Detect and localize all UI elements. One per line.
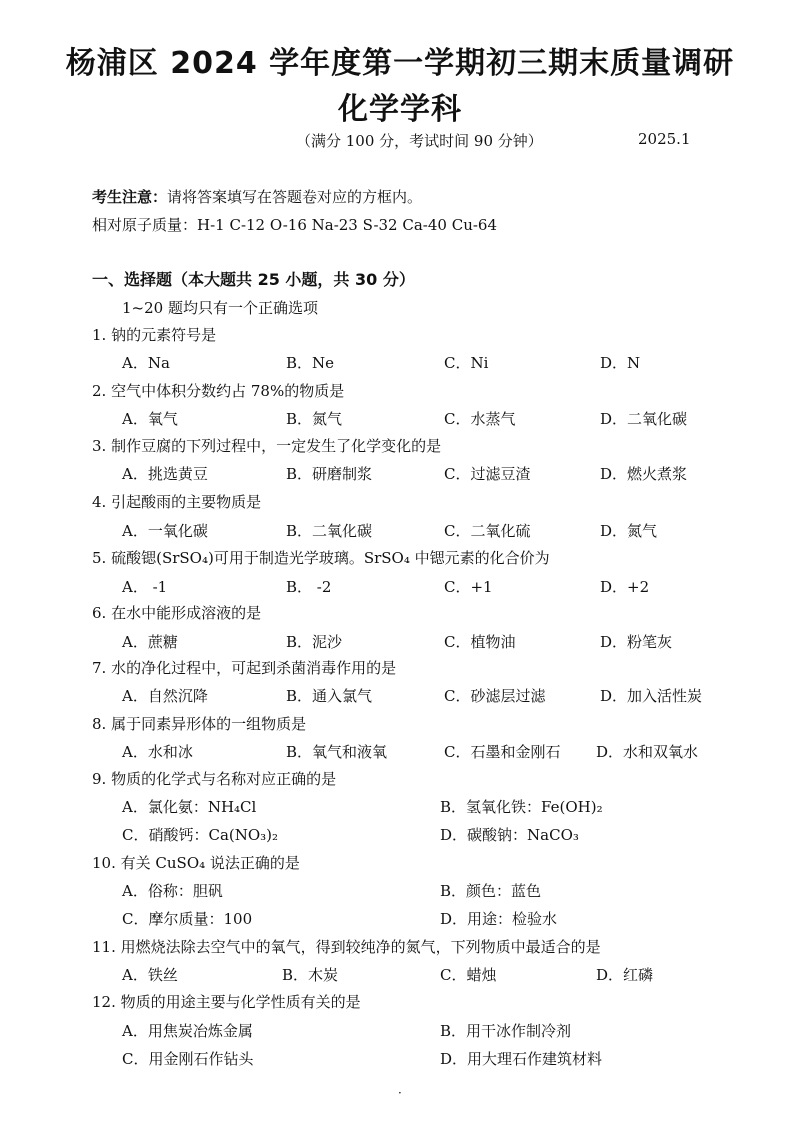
- option-b: B．二氧化碳: [286, 522, 373, 540]
- section-instruction: 1~20 题均只有一个正确选项: [122, 299, 318, 317]
- question-stem: [92, 713, 772, 734]
- option-row: [0, 631, 800, 653]
- exam-meta: [0, 130, 800, 154]
- question-number: 4.: [92, 493, 107, 511]
- option-d: D．用途：检验水: [440, 910, 558, 928]
- option-a: A．Na: [122, 354, 170, 372]
- question-number: 10.: [92, 854, 116, 872]
- option-c: C．二氧化硫: [444, 522, 531, 540]
- option-a: A．用焦炭冶炼金属: [122, 1022, 253, 1040]
- option-row: [0, 463, 800, 485]
- question-number: 1.: [92, 326, 107, 344]
- option-b: B．Ne: [286, 354, 335, 372]
- candidate-notice: [92, 186, 422, 207]
- question-stem: [92, 324, 772, 345]
- option-row: [0, 408, 800, 430]
- option-c: C．砂滤层过滤: [444, 687, 546, 705]
- option-c: C．Ni: [444, 354, 489, 372]
- option-row: [0, 576, 800, 598]
- question-stem: [92, 852, 772, 873]
- question-text: 属于同素异形体的一组物质是: [111, 715, 307, 733]
- option-b: B．木炭: [282, 966, 339, 984]
- option-b: B．氧气和液氧: [286, 743, 388, 761]
- option-d: D．N: [600, 354, 641, 372]
- option-b: B． -2: [286, 578, 332, 596]
- exam-title: 杨浦区 2024 学年度第一学期初三期末质量调研: [65, 46, 735, 81]
- option-c: C．摩尔质量：100: [122, 910, 253, 928]
- option-a: A．氯化氨：NH₄Cl: [122, 798, 257, 816]
- atomic-masses: 相对原子质量：H-1 C-12 O-16 Na-23 S-32 Ca-40 Cu-64: [92, 216, 498, 234]
- option-d: D．燃火煮浆: [600, 465, 688, 483]
- option-a: A．挑选黄豆: [122, 465, 208, 483]
- option-d: D．水和双氧水: [596, 743, 699, 761]
- option-row: [0, 741, 800, 763]
- option-a: A．俗称：胆矾: [122, 882, 223, 900]
- option-row: [0, 352, 800, 374]
- question-text: 物质的化学式与名称对应正确的是: [111, 770, 337, 788]
- question-stem: [92, 435, 772, 456]
- option-d: D．碳酸钠：NaCO₃: [440, 826, 579, 844]
- option-c: C．植物油: [444, 633, 516, 651]
- option-b: B．研磨制浆: [286, 465, 373, 483]
- footer-mark: ·: [398, 1086, 402, 1100]
- notice-label: 考生注意：: [92, 188, 168, 206]
- option-a: A．铁丝: [122, 966, 178, 984]
- question-text: 引起酸雨的主要物质是: [111, 493, 262, 511]
- question-text: 水的净化过程中，可起到杀菌消毒作用的是: [111, 659, 397, 677]
- option-a: A．自然沉降: [122, 687, 208, 705]
- option-c: C．水蒸气: [444, 410, 516, 428]
- option-c: C．石墨和金刚石: [444, 743, 561, 761]
- option-row: [0, 1020, 800, 1042]
- option-d: D．红磷: [596, 966, 654, 984]
- question-number: 8.: [92, 715, 107, 733]
- option-d: D．用大理石作建筑材料: [440, 1050, 603, 1068]
- question-number: 5.: [92, 549, 107, 567]
- option-d: D．氮气: [600, 522, 658, 540]
- option-b: B．氢氧化铁：Fe(OH)₂: [440, 798, 603, 816]
- question-number: 11.: [92, 938, 116, 956]
- option-d: D．粉笔灰: [600, 633, 673, 651]
- option-a: A．一氧化碳: [122, 522, 208, 540]
- question-text: 在水中能形成溶液的是: [111, 604, 262, 622]
- question-stem: [92, 491, 772, 512]
- question-text: 硫酸锶(SrSO₄)可用于制造光学玻璃。SrSO₄ 中锶元素的化合价为: [111, 549, 550, 567]
- option-a: A． -1: [122, 578, 168, 596]
- option-row: [0, 796, 800, 818]
- option-b: B．泥沙: [286, 633, 343, 651]
- option-a: A．水和冰: [122, 743, 193, 761]
- question-text: 制作豆腐的下列过程中，一定发生了化学变化的是: [111, 437, 442, 455]
- question-stem: [92, 657, 772, 678]
- option-b: B．颜色：蓝色: [440, 882, 542, 900]
- notice-text: 请将答案填写在答题卷对应的方框内。: [167, 188, 423, 206]
- option-c: C．用金刚石作钻头: [122, 1050, 254, 1068]
- option-a: A．蔗糖: [122, 633, 178, 651]
- score-time-info: （满分 100 分，考试时间 90 分钟）: [296, 132, 543, 150]
- question-number: 6.: [92, 604, 107, 622]
- option-row: [0, 880, 800, 902]
- question-stem: [92, 936, 772, 957]
- section-title: 一、选择题（本大题共 25 小题，共 30 分）: [92, 270, 415, 289]
- question-text: 物质的用途主要与化学性质有关的是: [120, 993, 361, 1011]
- question-text: 空气中体积分数约占 78%的物质是: [111, 382, 345, 400]
- option-d: D．二氧化碳: [600, 410, 688, 428]
- question-stem: [92, 380, 772, 401]
- option-row: [0, 1048, 800, 1070]
- option-row: [0, 685, 800, 707]
- question-text: 用燃烧法除去空气中的氧气，得到较纯净的氮气，下列物质中最适合的是: [120, 938, 601, 956]
- option-b: B．氮气: [286, 410, 343, 428]
- question-number: 12.: [92, 993, 116, 1011]
- option-c: C．+1: [444, 578, 493, 596]
- option-row: [0, 520, 800, 542]
- question-stem: [92, 991, 772, 1012]
- option-row: [0, 908, 800, 930]
- option-row: [0, 824, 800, 846]
- option-c: C．硝酸钙：Ca(NO₃)₂: [122, 826, 279, 844]
- option-b: B．用干冰作制冷剂: [440, 1022, 572, 1040]
- question-number: 9.: [92, 770, 107, 788]
- question-stem: [92, 547, 772, 568]
- question-stem: [92, 602, 772, 623]
- question-stem: [92, 768, 772, 789]
- question-text: 有关 CuSO₄ 说法正确的是: [120, 854, 300, 872]
- option-b: B．通入氯气: [286, 687, 373, 705]
- option-a: A．氧气: [122, 410, 178, 428]
- option-c: C．蜡烛: [440, 966, 497, 984]
- option-c: C．过滤豆渣: [444, 465, 531, 483]
- question-number: 2.: [92, 382, 107, 400]
- question-text: 钠的元素符号是: [111, 326, 217, 344]
- option-row: [0, 964, 800, 986]
- question-number: 3.: [92, 437, 107, 455]
- subject-title: 化学学科: [338, 92, 462, 127]
- exam-date: 2025.1: [638, 130, 691, 148]
- option-d: D．加入活性炭: [600, 687, 703, 705]
- option-d: D．+2: [600, 578, 650, 596]
- question-number: 7.: [92, 659, 107, 677]
